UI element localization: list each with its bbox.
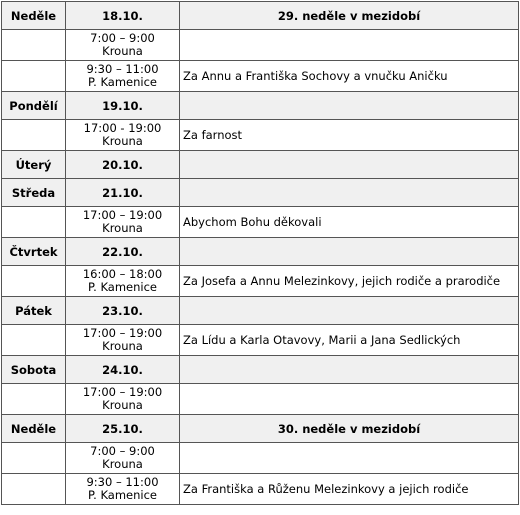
day-note-cell [180, 179, 519, 207]
day-note-cell [180, 356, 519, 384]
day-name-cell: Neděle [2, 415, 66, 443]
date-cell: 25.10. [66, 415, 180, 443]
empty-day-cell [2, 443, 66, 474]
mass-intention-cell: Za Františka a Růženu Melezinkovy a jejich rodiče [180, 474, 519, 505]
day-note-cell [180, 238, 519, 266]
day-header-row [2, 238, 519, 266]
mass-time: 9:30 – 11:00 [86, 62, 159, 76]
day-note-cell: 30. neděle v mezidobí [180, 415, 519, 443]
mass-time-place-cell [66, 266, 180, 297]
day-name-cell: Úterý [2, 151, 66, 179]
mass-time-place-cell [66, 474, 180, 505]
day-name-cell: Sobota [2, 356, 66, 384]
day-header-row [2, 297, 519, 325]
date-cell: 20.10. [66, 151, 180, 179]
mass-time: 17:00 – 19:00 [82, 326, 163, 340]
mass-time: 17:00 - 19:00 [83, 121, 162, 135]
mass-time: 16:00 – 18:00 [82, 267, 163, 281]
empty-day-cell [2, 325, 66, 356]
mass-row [2, 474, 519, 505]
empty-day-cell [2, 384, 66, 415]
mass-row [2, 325, 519, 356]
mass-place: Krouna [102, 44, 143, 58]
day-note-cell [180, 92, 519, 120]
date-cell: 22.10. [66, 238, 180, 266]
mass-time-place-cell [66, 207, 180, 238]
day-name-cell: Pátek [2, 297, 66, 325]
mass-time: 7:00 – 9:00 [90, 444, 155, 458]
mass-row [2, 30, 519, 61]
mass-intention-cell [180, 443, 519, 474]
mass-place: P. Kamenice [88, 75, 157, 89]
mass-row [2, 207, 519, 238]
empty-day-cell [2, 474, 66, 505]
empty-day-cell [2, 61, 66, 92]
mass-intention-cell: Za farnost [180, 120, 519, 151]
mass-row [2, 266, 519, 297]
day-header-row [2, 415, 519, 443]
mass-place: Krouna [102, 457, 143, 471]
mass-time-place-cell [66, 30, 180, 61]
day-name-cell: Středa [2, 179, 66, 207]
mass-intention-cell: Za Lídu a Karla Otavovy, Marii a Jana Sedlických [180, 325, 519, 356]
mass-row [2, 384, 519, 415]
day-note-cell [180, 297, 519, 325]
empty-day-cell [2, 207, 66, 238]
day-header-row [2, 151, 519, 179]
mass-time: 17:00 – 19:00 [82, 385, 163, 399]
mass-time: 9:30 – 11:00 [86, 475, 159, 489]
mass-time-place-cell [66, 120, 180, 151]
mass-time: 7:00 – 9:00 [90, 31, 155, 45]
mass-place: Krouna [102, 221, 143, 235]
date-cell: 19.10. [66, 92, 180, 120]
date-cell: 21.10. [66, 179, 180, 207]
mass-intention-cell: Za Josefa a Annu Melezinkovy, jejich rodiče a prarodiče [180, 266, 519, 297]
day-note-cell [180, 151, 519, 179]
day-header-row [2, 356, 519, 384]
day-header-row [2, 92, 519, 120]
day-note-cell: 29. neděle v mezidobí [180, 2, 519, 30]
empty-day-cell [2, 120, 66, 151]
mass-intention-cell: Za Annu a Františka Sochovy a vnučku Aničku [180, 61, 519, 92]
day-header-row [2, 179, 519, 207]
empty-day-cell [2, 30, 66, 61]
day-name-cell: Pondělí [2, 92, 66, 120]
mass-place: P. Kamenice [88, 280, 157, 294]
empty-day-cell [2, 266, 66, 297]
day-header-row [2, 2, 519, 30]
date-cell: 23.10. [66, 297, 180, 325]
mass-row [2, 120, 519, 151]
mass-time-place-cell [66, 384, 180, 415]
mass-place: Krouna [102, 339, 143, 353]
mass-place: P. Kamenice [88, 488, 157, 502]
schedule-body [2, 2, 519, 505]
mass-time-place-cell [66, 443, 180, 474]
mass-intention-cell: Abychom Bohu děkovali [180, 207, 519, 238]
mass-row [2, 61, 519, 92]
mass-schedule-table [1, 1, 519, 505]
mass-intention-cell [180, 30, 519, 61]
mass-place: Krouna [102, 398, 143, 412]
date-cell: 24.10. [66, 356, 180, 384]
mass-time-place-cell [66, 325, 180, 356]
mass-row [2, 443, 519, 474]
mass-intention-cell [180, 384, 519, 415]
day-name-cell: Čtvrtek [2, 238, 66, 266]
day-name-cell: Neděle [2, 2, 66, 30]
mass-time: 17:00 – 19:00 [82, 208, 163, 222]
mass-time-place-cell [66, 61, 180, 92]
mass-place: Krouna [102, 134, 143, 148]
date-cell: 18.10. [66, 2, 180, 30]
